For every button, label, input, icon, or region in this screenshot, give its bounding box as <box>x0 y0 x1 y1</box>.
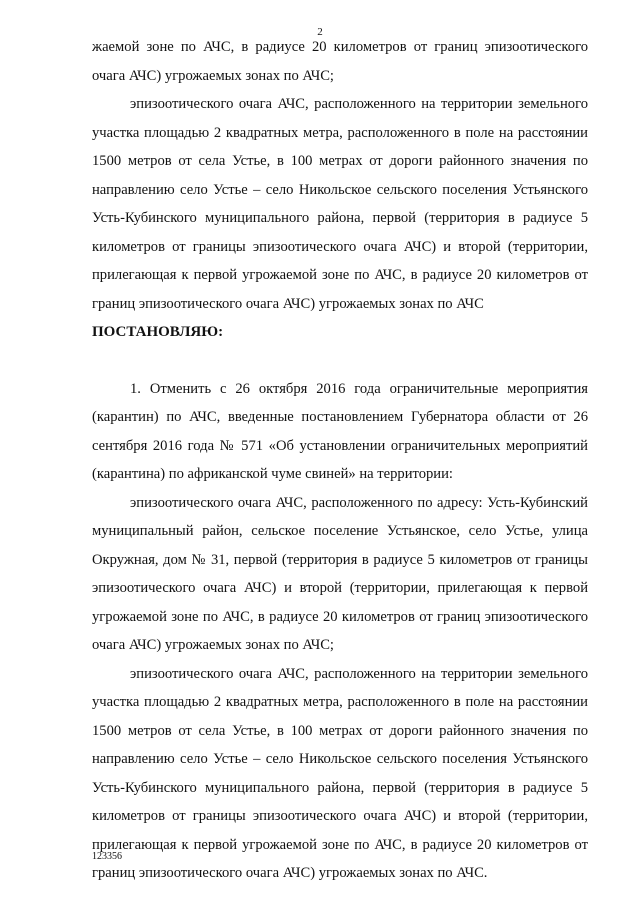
document-body <box>92 33 588 888</box>
resolution-heading: ПОСТАНОВЛЯЮ: <box>92 324 224 340</box>
paragraph-first-focus: эпизоотического очага АЧС, расположенного по адресу: Усть-Кубинский муниципальный район, сельское поселение Устьянское, село Устье, улица Окружная, дом № 31, первой (территория в радиусе 5 километров от границы эпизоотического очага АЧС) и второй (территории, прилегающая к первой угрожаемой зоне по АЧС, в радиусе 20 километров от границ эпизоотического очага АЧС) угрожаемых зонах по АЧС; <box>92 494 588 653</box>
document-code: 123356 <box>92 851 122 862</box>
spacer <box>92 347 588 375</box>
paragraph-second-focus: эпизоотического очага АЧС, расположенного на территории земельного участка площадью 2 квадратных метра, расположенного в поле на расстоянии 1500 метров от села Устье, в 100 метрах от дороги районного значения по направлению село Устье – село Никольское сельского поселения Устьянского Усть-Кубинского муниципального района, первой (территория в радиусе 5 километров от границы эпизоотического очага АЧС) и второй (территории, прилегающая к первой угрожаемой зоне по АЧС, в радиусе 20 километров от границ эпизоотического очага АЧС) угрожаемых зонах по АЧС <box>92 96 588 312</box>
paragraph-continuation: жаемой зоне по АЧС, в радиусе 20 километров от границ эпизоотического очага АЧС) угрожаемых зонах по АЧС; <box>92 39 588 84</box>
paragraph-item-1: 1. Отменить с 26 октября 2016 года ограничительные мероприятия (карантин) по АЧС, введенные постановлением Губернатора области от 26 сентября 2016 года № 571 «Об установлении ограничительных мероприятий (карантина) по африканской чуме свиней» на территории: <box>92 380 588 482</box>
page-number: 2 <box>317 26 323 38</box>
paragraph-second-focus-repeat: эпизоотического очага АЧС, расположенного на территории земельного участка площадью 2 квадратных метра, расположенного в поле на расстоянии 1500 метров от села Устье, в 100 метрах от дороги районного значения по направлению село Устье – село Никольское сельского поселения Устьянского Усть-Кубинского муниципального района, первой (территория в радиусе 5 километров от границы эпизоотического очага АЧС) и второй (территории, прилегающая к первой угрожаемой зоне по АЧС, в радиусе 20 километров от границ эпизоотического очага АЧС) угрожаемых зонах по АЧС. <box>92 665 588 881</box>
